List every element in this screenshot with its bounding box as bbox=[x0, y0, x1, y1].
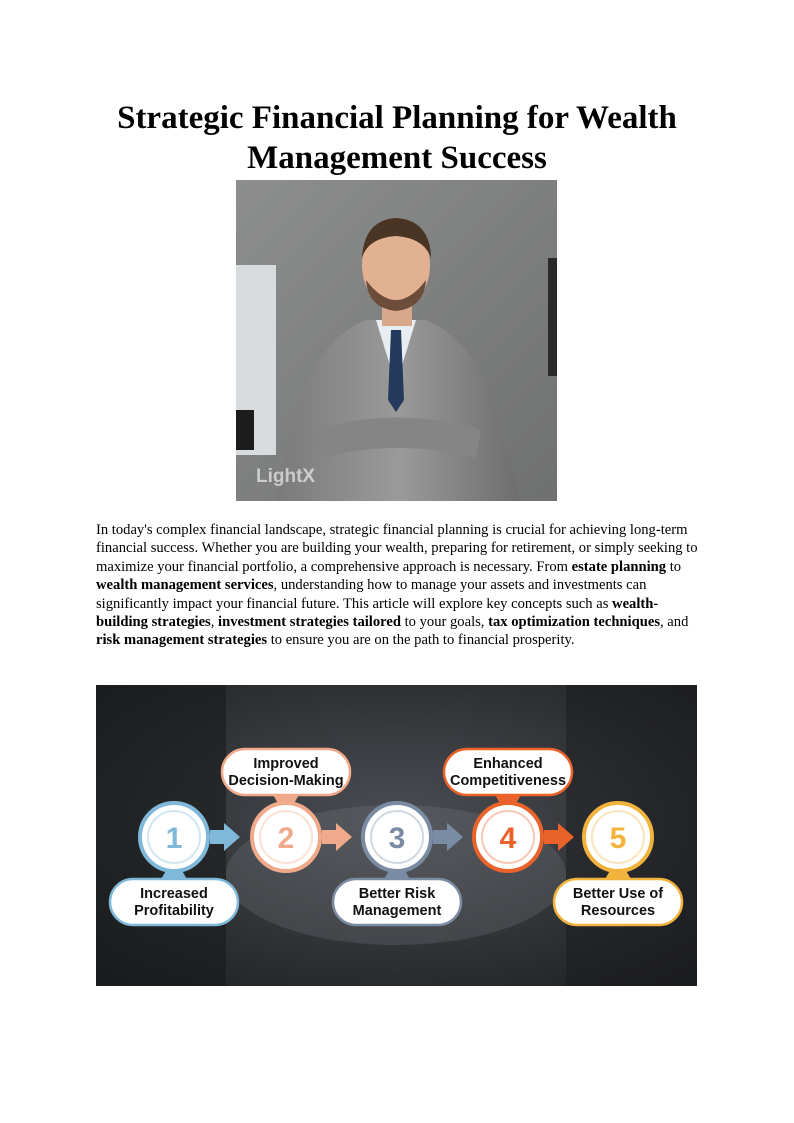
step-label-line-1: Enhanced bbox=[473, 756, 543, 772]
intro-paragraph: In today's complex financial landscape, strategic financial planning is crucial for achieving long-term financial success. Whether you are building your wealth, preparing for retirement, or simply seeking to maximize your financial portfolio, a comprehensive approach is necessary. From estate planning to wealth management services, understanding how to manage your assets and investments can significantly impact your financial future. This article will explore key concepts such as wealth-building strategies, investment strategies tailored to your goals, tax optimization techniques, and risk management strategies to ensure you are on the path to financial prosperity. bbox=[96, 522, 698, 649]
step-number: 4 bbox=[499, 822, 517, 855]
step-label-line-1: Better Use of bbox=[572, 886, 664, 902]
title-line-2: Management Success bbox=[247, 140, 547, 176]
photo-watermark: LightX bbox=[256, 466, 316, 487]
keyword-estate-planning: estate planning bbox=[571, 558, 667, 575]
step-number: 3 bbox=[388, 822, 406, 855]
benefits-infographic bbox=[96, 685, 697, 986]
step-label-line-1: Increased bbox=[140, 886, 208, 902]
keyword-investment-strategies: investment strategies tailored bbox=[218, 614, 401, 631]
step-label-line-2: Management bbox=[352, 903, 442, 919]
step-number: 5 bbox=[609, 822, 627, 855]
keyword-wealth-management-services: wealth management services bbox=[96, 577, 274, 594]
step-label-line-2: Competitiveness bbox=[449, 773, 567, 789]
keyword-risk-management: risk management strategies bbox=[96, 632, 268, 649]
step-number: 2 bbox=[277, 822, 295, 855]
page-title bbox=[60, 98, 734, 178]
step-label-line-1: Improved bbox=[253, 756, 319, 772]
step-label-line-2: Profitability bbox=[134, 903, 214, 919]
keyword-tax-optimization: tax optimization techniques bbox=[488, 614, 660, 631]
businessman-photo bbox=[236, 180, 557, 501]
step-number: 1 bbox=[165, 822, 183, 855]
step-label-line-2: Decision-Making bbox=[228, 773, 344, 789]
step-label-line-1: Better Risk bbox=[358, 886, 436, 902]
keyword-wealth-building-strategies: wealth-building strategies bbox=[96, 595, 659, 631]
step-label-line-2: Resources bbox=[580, 903, 656, 919]
title-line-1: Strategic Financial Planning for Wealth bbox=[117, 100, 677, 136]
